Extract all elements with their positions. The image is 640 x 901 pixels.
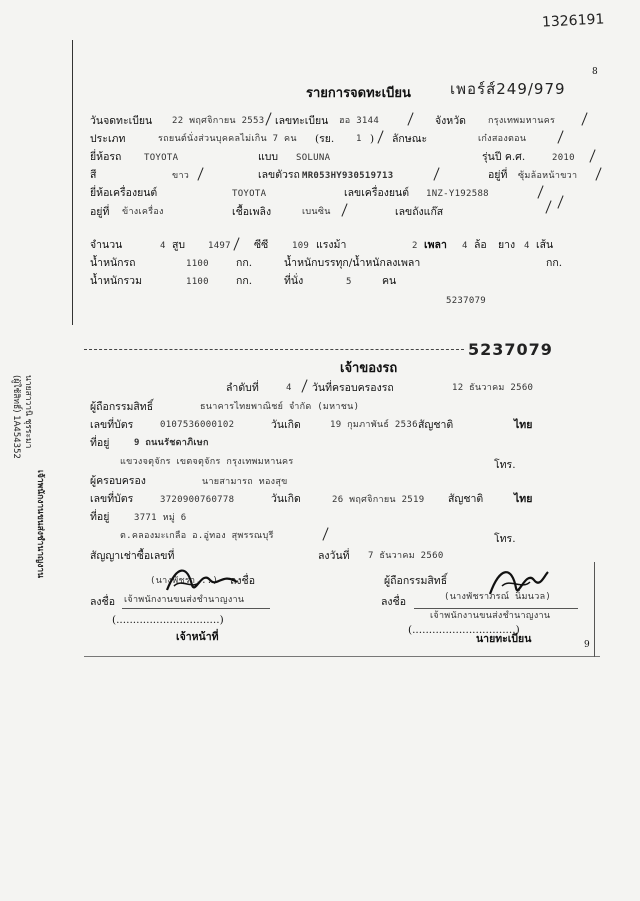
- left-border-line: [72, 40, 73, 325]
- check-mark: [595, 167, 601, 180]
- possessor-birth-label: วันเกิด: [271, 493, 301, 505]
- province-label: จังหวัด: [435, 115, 466, 127]
- tire-unit: เส้น: [536, 239, 554, 251]
- axle-label: เพลา: [424, 239, 447, 251]
- side-stamp-line-2: (ผู้ใช้สิทธิ์) 1A454352: [11, 375, 21, 459]
- holder-phone-label: โทร.: [494, 459, 516, 471]
- check-mark: [545, 200, 551, 213]
- holder-nationality-label: สัญชาติ: [418, 419, 454, 431]
- holder-value: ธนาคารไทยพาณิชย์ จำกัด (มหาชน): [200, 402, 360, 412]
- chassis-value: MR053HY930519713: [302, 171, 394, 181]
- holder-address-label: ที่อยู่: [90, 437, 110, 449]
- wheel-value: 4: [462, 241, 468, 251]
- style-value: เก๋งสองตอน: [478, 134, 527, 144]
- reg-no-value: ฮอ 3144: [339, 116, 380, 126]
- reg-date-label: วันจดทะเบียน: [90, 115, 153, 127]
- cylinder-unit: สูบ: [172, 239, 186, 251]
- handwritten-ref: เพอร์ส์249/979: [450, 80, 566, 98]
- cc-value: 1497: [208, 241, 231, 251]
- model-label: แบบ: [258, 151, 279, 163]
- right-border-line: [594, 562, 595, 657]
- left-sign-role: เจ้าพนักงานขนส่งชำนาญงาน: [124, 595, 245, 605]
- wheel-label: ล้อ: [474, 239, 487, 251]
- fuel-label: เชื้อเพลิง: [232, 206, 272, 218]
- load-unit: กก.: [546, 257, 563, 269]
- right-paren-blank: (...............................): [408, 624, 520, 636]
- weight-unit: กก.: [236, 257, 253, 269]
- model-value: SOLUNA: [296, 153, 331, 163]
- seat-unit: คน: [382, 275, 397, 287]
- owner-title: เจ้าของรถ: [340, 361, 398, 376]
- possessor-nationality-value: ไทย: [514, 493, 533, 505]
- check-mark: [197, 167, 203, 180]
- gas-tank-label: เลขถังแก๊ส: [395, 206, 444, 218]
- type-label: ประเภท: [90, 133, 126, 145]
- gross-weight-unit: กก.: [236, 275, 253, 287]
- fuel-value: เบนซิน: [302, 207, 331, 217]
- right-sign-name: (นางพัชราภรณ์ นิ่มนวล): [444, 592, 552, 602]
- right-sign-role: เจ้าพนักงานขนส่งชำนาญงาน: [430, 611, 551, 621]
- holder-nationality-value: ไทย: [514, 419, 533, 431]
- check-mark: [537, 185, 543, 198]
- holder-label: ผู้ถือกรรมสิทธิ์: [90, 401, 154, 413]
- gross-weight-label: น้ำหนักรวม: [90, 275, 142, 287]
- possession-date-value: 12 ธันวาคม 2560: [452, 383, 534, 393]
- registrar-caption: นายทะเบียน: [476, 633, 532, 645]
- order-label: ลำดับที่: [226, 382, 259, 394]
- officer-caption: เจ้าหน้าที่: [176, 631, 219, 643]
- bottom-border-line: [84, 656, 600, 657]
- check-mark: [377, 130, 383, 143]
- brand-value: TOYOTA: [144, 153, 179, 163]
- owner-serial-big: 5237079: [468, 340, 553, 359]
- left-paren-blank: (...............................): [112, 614, 224, 626]
- check-mark: [433, 167, 439, 180]
- province-value: กรุงเทพมหานคร: [488, 116, 556, 126]
- possessor-nationality-label: สัญชาติ: [448, 493, 484, 505]
- possessor-value: นายสามารถ ทองสุข: [202, 477, 288, 487]
- right-sign-line: [414, 608, 578, 609]
- seat-label: ที่นั่ง: [284, 275, 304, 287]
- weight-value: 1100: [186, 259, 209, 269]
- check-mark: [233, 237, 239, 250]
- left-sign-label-top: ลงชื่อ: [230, 575, 255, 587]
- registration-serial: 5237079: [446, 296, 487, 306]
- registration-title: รายการจดทะเบียน: [306, 86, 411, 101]
- possessor-id-value: 3720900760778: [160, 495, 235, 505]
- check-mark: [407, 112, 413, 125]
- check-mark: [557, 195, 563, 208]
- engine-location-label: อยู่ที่: [90, 206, 110, 218]
- holder-birth-label: วันเกิด: [271, 419, 301, 431]
- type-code-label: (รย.: [315, 133, 335, 145]
- tire-label: ยาง: [498, 239, 516, 251]
- engine-location-value: ข้างเครื่อง: [122, 207, 164, 217]
- left-sign-line: [122, 608, 270, 609]
- holder-birth-value: 19 กุมภาพันธ์ 2536: [330, 420, 418, 430]
- order-value: 4: [286, 383, 292, 393]
- style-label: ลักษณะ: [392, 133, 428, 145]
- type-code-value: 1: [356, 134, 362, 144]
- count-label: จำนวน: [90, 239, 123, 251]
- hp-label: แรงม้า: [316, 239, 347, 251]
- check-mark: [322, 527, 328, 540]
- left-signature-image: [162, 560, 242, 600]
- engine-no-value: 1NZ-Y192588: [426, 189, 489, 199]
- year-label: รุ่นปี ค.ศ.: [482, 151, 526, 163]
- weight-label: น้ำหนักรถ: [90, 257, 136, 269]
- type-value: รถยนต์นั่งส่วนบุคคลไม่เกิน 7 คน: [158, 134, 297, 144]
- reg-date-value: 22 พฤศจิกายน 2553: [172, 116, 265, 126]
- possessor-label: ผู้ครอบครอง: [90, 475, 146, 487]
- contract-date-value: 7 ธันวาคม 2560: [368, 551, 444, 561]
- left-signer-name: (นางพัชรา...): [150, 576, 219, 586]
- brand-label: ยี่ห้อรถ: [90, 151, 122, 163]
- check-mark: [589, 149, 595, 162]
- possessor-address-line-1: 3771 หมู่ 6: [134, 513, 187, 523]
- cc-label: ซีซี: [254, 239, 269, 251]
- holder-sign-caption: ผู้ถือกรรมสิทธิ์: [384, 575, 448, 587]
- side-stamp-line-1: นายสาวานิ ชุรระมา: [23, 375, 33, 449]
- check-mark: [557, 130, 563, 143]
- engine-no-label: เลขเครื่องยนต์: [344, 187, 410, 199]
- color-value: ขาว: [172, 171, 190, 181]
- check-mark: [581, 112, 587, 125]
- chassis-label: เลขตัวรถ: [258, 169, 300, 181]
- tire-value: 4: [524, 241, 530, 251]
- gross-weight-value: 1100: [186, 277, 209, 287]
- holder-address-line-2: แขวงจตุจักร เขตจตุจักร กรุงเทพมหานคร: [120, 457, 294, 467]
- side-stamp-line-3: เจ้าพนักงานขนส่งชำนาญงาน: [35, 470, 45, 579]
- seat-value: 5: [346, 277, 352, 287]
- hp-value: 109: [292, 241, 310, 251]
- corner-number: 1326191: [541, 11, 605, 31]
- possessor-birth-value: 26 พฤศจิกายน 2519: [332, 495, 425, 505]
- page-digit: 8: [592, 67, 598, 77]
- possession-date-label: วันที่ครอบครองรถ: [312, 382, 394, 394]
- possessor-address-label: ที่อยู่: [90, 511, 110, 523]
- check-mark: [301, 379, 307, 392]
- load-label: น้ำหนักบรรทุก/น้ำหนักลงเพลา: [284, 257, 421, 269]
- possessor-address-line-2: ต.คลองมะเกลือ อ.อู่ทอง สุพรรณบุรี: [120, 531, 274, 541]
- axle-value: 2: [412, 241, 418, 251]
- possessor-phone-label: โทร.: [494, 533, 516, 545]
- type-code-close: ): [370, 133, 375, 145]
- check-mark: [341, 203, 347, 216]
- holder-id-label: เลขที่บัตร: [90, 419, 134, 431]
- chassis-location-value: ซุ้มล้อหน้าขวา: [518, 171, 578, 181]
- section-divider: [84, 349, 464, 350]
- cylinder-value: 4: [160, 241, 166, 251]
- right-sign-label: ลงชื่อ: [381, 596, 406, 608]
- holder-address-line-1: 9 ถนนรัชดาภิเษก: [134, 438, 209, 448]
- contract-label: สัญญาเช่าซื้อเลขที่: [90, 550, 175, 562]
- color-label: สี: [90, 169, 97, 181]
- left-sign-label: ลงชื่อ: [90, 596, 115, 608]
- end-digit: 9: [584, 640, 590, 650]
- chassis-location-label: อยู่ที่: [488, 169, 508, 181]
- check-mark: [265, 112, 271, 125]
- year-value: 2010: [552, 153, 575, 163]
- engine-brand-label: ยี่ห้อเครื่องยนต์: [90, 187, 158, 199]
- contract-date-label: ลงวันที่: [318, 550, 350, 562]
- possessor-id-label: เลขที่บัตร: [90, 493, 134, 505]
- engine-brand-value: TOYOTA: [232, 189, 267, 199]
- holder-id-value: 0107536000102: [160, 420, 235, 430]
- reg-no-label: เลขทะเบียน: [275, 115, 329, 127]
